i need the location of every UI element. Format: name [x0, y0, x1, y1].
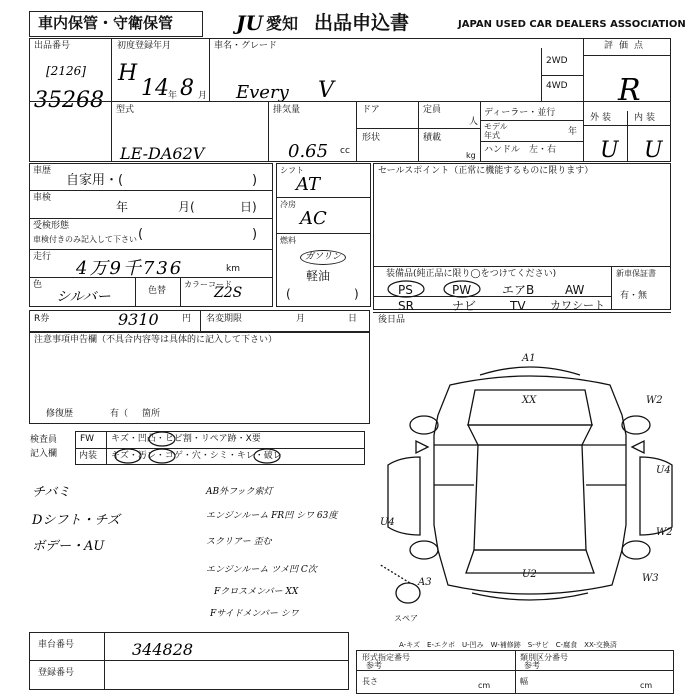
spec-width-cm: cm — [640, 681, 653, 690]
modelyear-label2: 年式 — [484, 131, 500, 140]
logo-region: 愛知 — [266, 14, 299, 33]
fuel-diesel: 軽油 — [306, 269, 331, 283]
mileage-unit: km — [226, 264, 240, 274]
chassis-value: 344828 — [132, 640, 194, 659]
equip-pw: PW — [452, 283, 472, 297]
circle-dent — [149, 432, 175, 446]
disp-label: 排気量 — [273, 105, 301, 115]
insp-fw-tag: FW — [80, 434, 95, 444]
car-name: Every — [236, 82, 289, 103]
modelyear-unit: 年 — [568, 127, 578, 137]
color-code-label: カラーコード — [184, 280, 232, 289]
spare-tire-icon — [396, 583, 420, 603]
load-unit: kg — [466, 151, 476, 160]
capacity-label: 定員 — [423, 105, 442, 115]
rating-value: R — [618, 73, 641, 108]
registration-label: 登録番号 — [38, 668, 75, 678]
accept-open: ( — [138, 227, 144, 242]
fuel-open: ( — [286, 287, 291, 301]
shift-label: シフト — [280, 166, 304, 175]
notes-label: 注意事項申告欄（不具合内容等は具体的に記入して下さい） — [34, 335, 278, 345]
fuel-gasoline: ガソリン — [300, 250, 346, 265]
lot-small: [2126] — [46, 64, 86, 78]
drive-2wd: 2WD — [546, 56, 568, 66]
equip-aw: AW — [565, 283, 585, 297]
car-diagram — [380, 345, 680, 630]
equip-sr: SR — [398, 299, 414, 313]
mirror-right — [632, 441, 644, 453]
repair-label: 修復歴 — [46, 409, 74, 419]
rating-label: 評価点 — [604, 41, 650, 51]
mileage-label: 走行 — [33, 252, 52, 262]
color-change-label: 色替 — [148, 286, 167, 296]
accept-label: 受検形態 — [33, 221, 70, 231]
equipment-label-end: をつけてください) — [480, 269, 557, 279]
roof — [474, 445, 586, 550]
inspect-day: 日) — [240, 200, 257, 214]
ext-grade: U — [600, 138, 619, 163]
mirror-left — [416, 441, 428, 453]
fuel-close: ) — [354, 287, 359, 301]
notes-frame — [29, 332, 370, 424]
sales-label: セールスポイント（正常に機能するものに限ります） — [378, 166, 594, 176]
inspection-circles — [106, 431, 366, 465]
note-left-3: ボデー・AU — [32, 539, 105, 554]
mark-u4-right: U4 — [656, 465, 671, 476]
wheel-rl — [410, 541, 438, 559]
ext-label: 外装 — [590, 113, 615, 123]
spec-label2: 類別区分番号 — [520, 653, 568, 662]
ac-label: 冷房 — [280, 200, 296, 209]
front-bumper — [480, 367, 580, 375]
lot-number: 35268 — [34, 88, 104, 113]
mark-w2-top: W2 — [646, 395, 663, 406]
wheel-fl — [410, 416, 438, 434]
note-right-2: エンジンルーム FR凹 シワ 63度 — [206, 511, 338, 521]
spec-label1-sub: 参考 — [366, 661, 382, 670]
model-value: LE-DA62V — [120, 144, 205, 163]
mark-u4-left: U4 — [380, 517, 395, 528]
chassis-label: 車台番号 — [38, 640, 75, 650]
equipment-label-start: 装備品(純正品に限り — [386, 269, 471, 279]
inspect-label: 車検 — [33, 193, 52, 203]
int-label: 内装 — [634, 113, 659, 123]
storage-text: 車内保管・守衛保管 — [38, 14, 174, 32]
mark-a3: A3 — [418, 577, 432, 588]
load-label: 積載 — [423, 133, 442, 143]
mark-u2: U2 — [522, 569, 537, 580]
drive-4wd: 4WD — [546, 81, 568, 91]
color-label: 色 — [33, 280, 43, 290]
repair-value: 有（ — [110, 409, 129, 419]
wheel-rr — [622, 541, 650, 559]
shift-frame — [276, 163, 371, 307]
mileage-value: 4万9千736 — [76, 258, 184, 279]
car-grade: V — [318, 78, 334, 103]
mark-w3: W3 — [642, 573, 659, 584]
association-name: JAPAN USED CAR DEALERS ASSOCIATION — [458, 19, 686, 30]
new-warranty-value: 有・無 — [620, 291, 648, 301]
disp-unit: cc — [340, 146, 350, 156]
accept-sub: 車検付きのみ記入して下さい — [33, 235, 137, 244]
form-title: 出品申込書 — [314, 12, 410, 34]
spec-length-cm: cm — [478, 681, 491, 690]
circle-ps — [388, 281, 424, 297]
mark-w2-right: W2 — [656, 527, 673, 538]
deadline-day: 日 — [348, 314, 358, 324]
use-value: 自家用・( — [66, 173, 124, 188]
mark-xx: XX — [522, 395, 537, 406]
color-code: Z2S — [214, 285, 243, 301]
ju-logo-icon: JU — [236, 11, 263, 35]
deadline-month: 月 — [296, 314, 306, 324]
recycle-value: 9310 — [118, 310, 159, 329]
capacity-unit: 人 — [469, 117, 479, 127]
int-grade: U — [644, 138, 663, 163]
circle-spot — [254, 449, 280, 463]
wheel-fr — [622, 416, 650, 434]
recycle-label: R券 — [34, 314, 50, 324]
reg-month: 8 — [180, 76, 194, 101]
equip-ps: PS — [398, 283, 413, 297]
note-left-2: Dシフト・チズ — [32, 513, 120, 528]
equipment-circles — [373, 266, 611, 313]
recycle-unit: 円 — [182, 314, 192, 324]
spec-label2-sub: 参考 — [524, 661, 540, 670]
shift-value: AT — [296, 174, 321, 195]
model-label: 型式 — [116, 105, 135, 115]
note-left-1: チバミ — [32, 485, 71, 500]
note-right-5: Fクロスメンバー XX — [214, 587, 299, 597]
fuel-label: 燃料 — [280, 236, 296, 245]
handle-label: ハンドル 左・右 — [484, 145, 557, 155]
color-value: シルバー — [56, 289, 111, 305]
dealer-label: ディーラー・並行 — [484, 108, 556, 118]
new-warranty-label: 新車保証書 — [616, 269, 656, 278]
note-right-4: エンジンルーム ツメ凹 C次 — [206, 565, 317, 575]
damage-legend: A-キズ E-エクボ U-凹み W-補修跡 S-サビ C-腐食 XX-交換済 — [399, 641, 617, 649]
lot-label: 出品番号 — [34, 41, 71, 51]
reg-month-unit: 月 — [198, 91, 208, 101]
use-label: 車歴 — [33, 166, 52, 176]
insp-int-tag: 内装 — [79, 451, 98, 461]
ac-value: AC — [300, 208, 327, 229]
deadline-label: 名変期限 — [206, 314, 243, 324]
mark-a1: A1 — [522, 353, 536, 364]
spec-length: 長さ — [362, 677, 378, 686]
spec-width: 幅 — [520, 677, 528, 686]
inspector-label1: 検査員 — [30, 435, 58, 445]
modelyear-label1: モデル — [484, 122, 508, 131]
inspect-year: 年 — [116, 200, 129, 214]
circle-scratch-int — [115, 449, 141, 463]
disp-value: 0.65 — [288, 141, 329, 162]
reg-label: 初度登録年月 — [117, 41, 172, 51]
insp-fw-text: キズ・凹凸・ヒビ割・リペア跡・X要 — [111, 434, 261, 444]
sales-frame — [373, 163, 671, 267]
spare-label: スペア — [394, 614, 418, 623]
inspector-label2: 記入欄 — [30, 449, 58, 459]
rear-label: 後日品 — [378, 315, 406, 325]
repair-close: 箇所 — [142, 409, 161, 419]
insp-int-text: キズ・汚レ・コゲ・穴・シミ・キレ・破レ — [111, 451, 282, 461]
use-close: ) — [252, 173, 258, 188]
windshield — [468, 425, 592, 445]
reg-year: 14 — [141, 76, 169, 101]
shape-label: 形状 — [362, 133, 381, 143]
note-right-1: AB外フック索灯 — [206, 487, 273, 497]
note-right-6: Fサイドメンバー シワ — [210, 609, 299, 619]
inspect-month: 月( — [178, 200, 195, 214]
reg-year-unit: 年 — [168, 91, 178, 101]
door-label: ドア — [362, 105, 380, 115]
equip-tv: TV — [510, 299, 526, 313]
circle-pw — [444, 281, 480, 297]
equip-airbag: エアB — [502, 283, 535, 297]
equip-leather: カワシート — [550, 299, 605, 312]
equip-navi: ナビ — [452, 299, 477, 313]
reg-era: H — [118, 61, 138, 86]
note-right-3: スクリアー 歪む — [206, 537, 272, 547]
equipment-label-mark: ◯ — [470, 269, 481, 279]
circle-stain — [149, 449, 175, 463]
spec-label1: 形式指定番号 — [362, 653, 410, 662]
accept-close: ) — [252, 227, 258, 242]
name-label: 車名・グレード — [214, 41, 278, 51]
